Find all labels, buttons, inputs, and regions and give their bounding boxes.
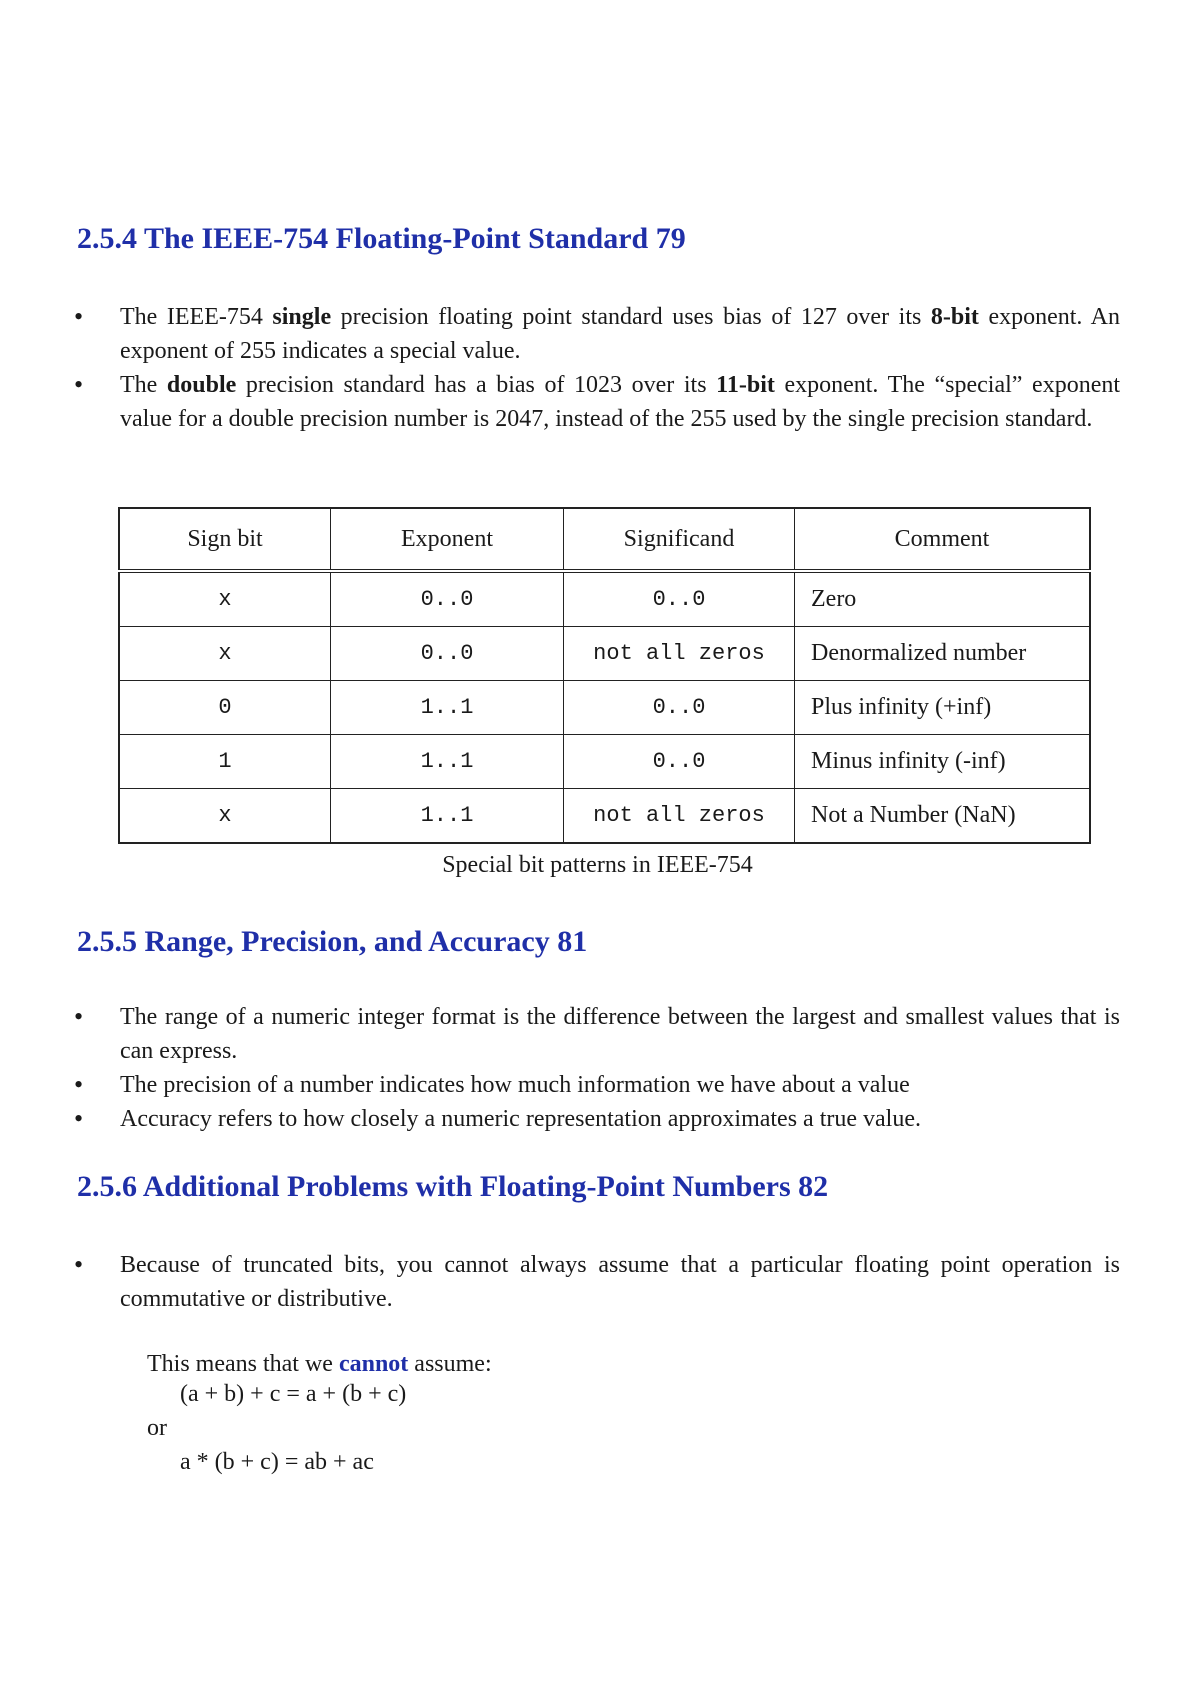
note-emphasis-cannot: cannot	[338, 1351, 409, 1377]
bullet-list-range-precision	[0, 1000, 1200, 1136]
cell-sign-bit: x	[119, 571, 331, 627]
formula-associative: (a + b) + c = a + (b + c)	[180, 1381, 407, 1407]
cell-significand: 0..0	[564, 571, 795, 627]
formula-distributive: a * (b + c) = ab + ac	[180, 1449, 374, 1475]
bullet-text: exponent. The “special” exponent value for a double precision number is 2047, instead of the 255 used by the single precision standard.	[120, 372, 1121, 432]
table-row	[119, 681, 1090, 735]
table-row	[119, 789, 1090, 844]
bullet-item	[0, 300, 1120, 368]
bullet-item	[0, 1068, 1120, 1102]
column-header-exponent: Exponent	[331, 508, 564, 571]
cell-comment: Denormalized number	[795, 627, 1091, 681]
bullet-bold-text: 11-bit	[716, 372, 775, 398]
bullet-item	[0, 368, 1120, 436]
cell-exponent: 1..1	[331, 789, 564, 844]
bullet-item	[0, 1248, 1120, 1316]
cell-significand: 0..0	[564, 681, 795, 735]
table-row	[119, 571, 1090, 627]
cell-comment: Zero	[795, 571, 1091, 627]
bullet-bold-text: double	[166, 372, 237, 398]
cell-significand: not all zeros	[564, 627, 795, 681]
cell-exponent: 0..0	[331, 571, 564, 627]
bullet-bold-text: 8-bit	[930, 304, 979, 330]
bullet-text: The precision of a number indicates how much information we have about a value	[120, 1072, 910, 1098]
note-suffix: assume:	[408, 1351, 492, 1377]
bullet-text: Accuracy refers to how closely a numeric representation approximates a true value.	[120, 1106, 921, 1132]
special-bit-patterns-table	[118, 507, 1091, 844]
cell-exponent: 1..1	[331, 681, 564, 735]
table-caption: Special bit patterns in IEEE-754	[442, 852, 753, 878]
column-header-comment: Comment	[795, 508, 1091, 571]
cell-comment: Plus infinity (+inf)	[795, 681, 1091, 735]
bullet-text: Because of truncated bits, you cannot always assume that a particular floating point operation is commutative or distributive.	[120, 1252, 1120, 1312]
section-heading-additional-problems: 2.5.6 Additional Problems with Floating-Point Numbers 82	[77, 1170, 829, 1203]
section-heading-ieee754: 2.5.4 The IEEE-754 Floating-Point Standard 79	[77, 222, 686, 255]
cell-comment: Not a Number (NaN)	[795, 789, 1091, 844]
bullet-list-ieee754	[0, 300, 1200, 436]
bullet-text: precision floating point standard uses bias of 127 over its	[331, 304, 931, 330]
bullet-text: The IEEE-754	[120, 304, 273, 330]
bullet-bold-text: single	[272, 304, 332, 330]
cell-significand: not all zeros	[564, 789, 795, 844]
bullet-text: The	[120, 372, 167, 398]
note-paragraph	[147, 1347, 492, 1381]
column-header-sign-bit: Sign bit	[119, 508, 331, 571]
bullet-text: exponent. An exponent of 255 indicates a special value.	[120, 304, 1121, 364]
cell-sign-bit: 0	[119, 681, 331, 735]
cell-sign-bit: x	[119, 789, 331, 844]
cell-sign-bit: x	[119, 627, 331, 681]
table-row	[119, 627, 1090, 681]
cell-comment: Minus infinity (-inf)	[795, 735, 1091, 789]
bullet-text: The range of a numeric integer format is the difference between the largest and smallest values that is can express.	[120, 1004, 1120, 1064]
cell-sign-bit: 1	[119, 735, 331, 789]
bullet-list-additional-problems	[0, 1248, 1200, 1316]
section-heading-range-precision: 2.5.5 Range, Precision, and Accuracy 81	[77, 925, 588, 958]
note-prefix: This means that we	[147, 1351, 339, 1377]
table-body	[119, 571, 1090, 843]
cell-exponent: 0..0	[331, 627, 564, 681]
bullet-item	[0, 1000, 1120, 1068]
bullet-text: precision standard has a bias of 1023 over its	[236, 372, 717, 398]
table-row	[119, 735, 1090, 789]
cell-significand: 0..0	[564, 735, 795, 789]
formula-or-label: or	[147, 1415, 167, 1441]
bullet-item	[0, 1102, 1120, 1136]
column-header-significand: Significand	[564, 508, 795, 571]
table-header-row	[119, 508, 1090, 571]
bit-pattern-table-container	[118, 507, 1091, 844]
cell-exponent: 1..1	[331, 735, 564, 789]
